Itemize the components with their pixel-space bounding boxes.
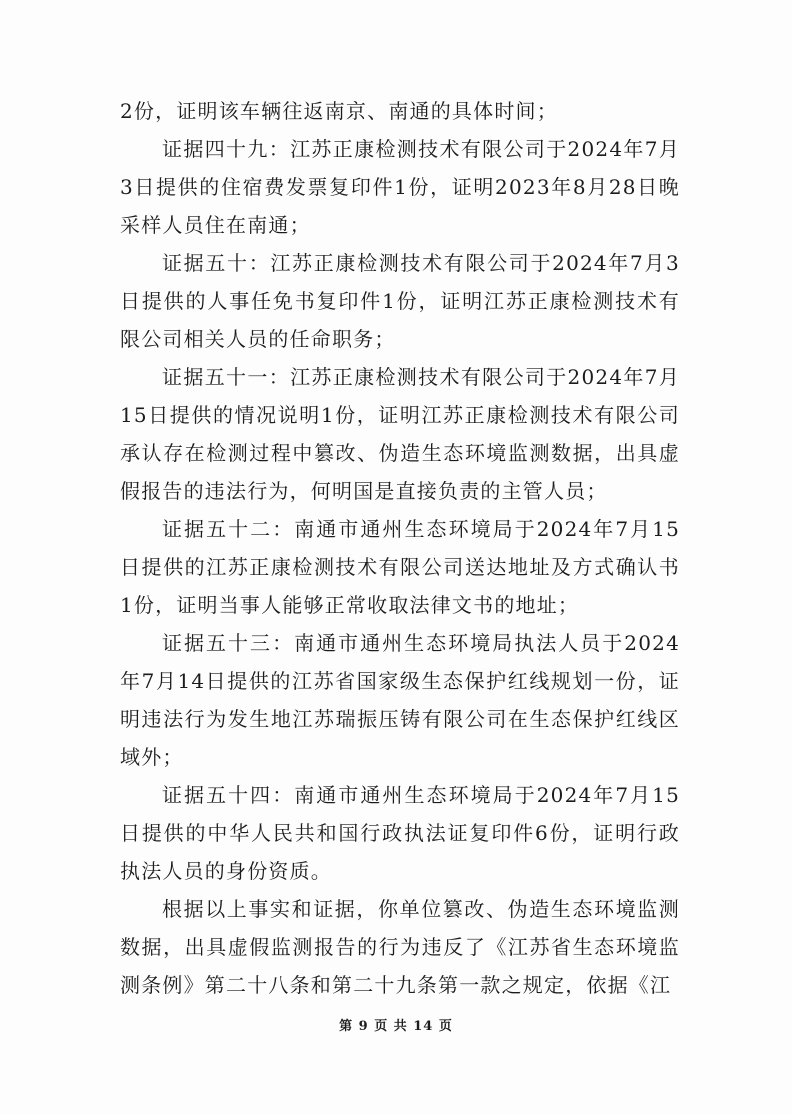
paragraph-evidence-54: 证据五十四：南通市通州生态环境局于2024年7月15日提供的中华人民共和国行政执法证复印件6份，证明行政执法人员的身份资质。 <box>120 783 680 883</box>
paragraph-evidence-49: 证据四十九：江苏正康检测技术有限公司于2024年7月3日提供的住宿费发票复印件1份，证明2023年8月28日晚采样人员住在南通； <box>120 137 680 237</box>
paragraph-evidence-51: 证据五十一：江苏正康检测技术有限公司于2024年7月15日提供的情况说明1份，证明江苏正康检测技术有限公司承认存在检测过程中篡改、伪造生态环境监测数据，出具虚假报告的违法行为，何明国是直接负责的主管人员； <box>120 365 680 503</box>
document-body <box>120 92 680 1004</box>
paragraph-evidence-53: 证据五十三：南通市通州生态环境局执法人员于2024年7月14日提供的江苏省国家级生态保护红线规划一份，证明违法行为发生地江苏瑞振压铸有限公司在生态保护红线区域外； <box>120 631 680 769</box>
paragraph-evidence-50: 证据五十：江苏正康检测技术有限公司于2024年7月3日提供的人事任免书复印件1份，证明江苏正康检测技术有限公司相关人员的任命职务； <box>120 251 680 351</box>
page-number-footer: 第 9 页 共 14 页 <box>339 1019 453 1034</box>
paragraph-evidence-52: 证据五十二：南通市通州生态环境局于2024年7月15日提供的江苏正康检测技术有限公司送达地址及方式确认书1份，证明当事人能够正常收取法律文书的地址； <box>120 517 680 617</box>
paragraph-conclusion: 根据以上事实和证据，你单位篡改、伪造生态环境监测数据，出具虚假监测报告的行为违反了《江苏省生态环境监测条例》第二十八条和第二十九条第一款之规定，依据《江 <box>120 897 680 997</box>
paragraph-continuation: 2份，证明该车辆往返南京、南通的具体时间； <box>120 99 558 123</box>
